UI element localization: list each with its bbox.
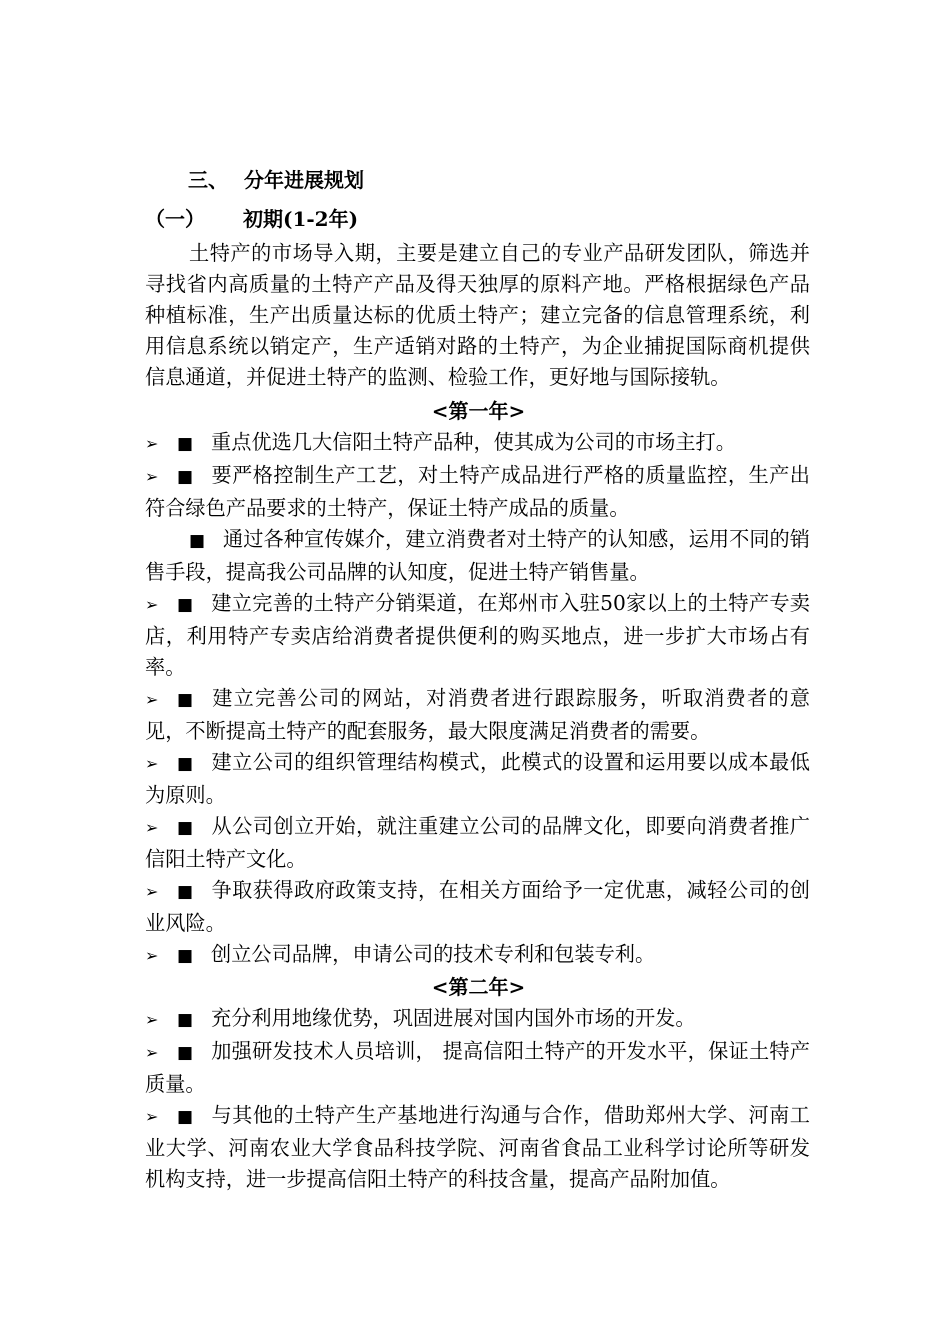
arrow-bullet-icon: ➢ <box>145 434 159 453</box>
square-bullet-icon: ■ <box>177 595 194 615</box>
list-item <box>145 1036 810 1100</box>
list-item-text: 建立完善公司的网站，对消费者进行跟踪服务，听取消费者的意见，不断提高土特产的配套服务，最大限度满足消费者的需要。 <box>145 686 810 743</box>
list-item <box>145 460 810 524</box>
arrow-bullet-icon: ➢ <box>145 946 159 965</box>
list-item <box>145 1100 810 1195</box>
subsection-number: （一） <box>145 207 205 231</box>
list-item-text: 与其他的土特产生产基地进行沟通与合作，借助郑州大学、河南工业大学、河南农业大学食品科技学院、河南省食品工业科学讨论所等研发机构支持，进一步提高信阳土特产的科技含量，提高产品附加值。 <box>145 1103 810 1191</box>
square-bullet-icon: ■ <box>177 467 194 487</box>
year1-list <box>145 427 810 972</box>
arrow-bullet-icon: ➢ <box>145 882 159 901</box>
square-bullet-icon: ■ <box>177 434 194 454</box>
list-item <box>145 524 810 588</box>
list-item <box>145 747 810 811</box>
document-body <box>145 158 810 1195</box>
list-item-text: 从公司创立开始，就注重建立公司的品牌文化，即要向消费者推广信阳土特产文化。 <box>145 814 810 871</box>
arrow-bullet-icon: ➢ <box>145 754 159 773</box>
square-bullet-icon: ■ <box>177 1107 194 1127</box>
square-bullet-icon: ■ <box>177 946 194 966</box>
year1-heading: <第一年> <box>431 399 526 423</box>
section-number: 三、 <box>188 168 228 192</box>
list-item-text: 建立公司的组织管理结构模式，此模式的设置和运用要以成本最低为原则。 <box>145 750 810 807</box>
arrow-bullet-icon: ➢ <box>145 467 159 486</box>
list-item <box>145 683 810 747</box>
list-item <box>145 875 810 939</box>
list-item-text: 建立完善的土特产分销渠道，在郑州市入驻50家以上的土特产专卖店，利用特产专卖店给消费者提供便利的购买地点，进一步扩大市场占有率。 <box>145 591 810 679</box>
section-heading <box>145 158 810 202</box>
list-item-text: 加强研发技术人员培训， 提高信阳土特产的开发水平，保证土特产质量。 <box>145 1039 810 1096</box>
arrow-bullet-icon: ➢ <box>145 818 159 837</box>
section-title: 分年进展规划 <box>244 168 364 192</box>
square-bullet-icon: ■ <box>177 818 194 838</box>
arrow-bullet-icon: ➢ <box>145 1107 159 1126</box>
arrow-bullet-icon: ➢ <box>145 690 159 709</box>
subsection-heading <box>145 202 810 238</box>
square-bullet-icon: ■ <box>177 1010 194 1030</box>
arrow-bullet-icon: ➢ <box>145 1010 159 1029</box>
list-item-text: 创立公司品牌，申请公司的技术专利和包装专利。 <box>211 942 656 966</box>
year2-list <box>145 1003 810 1195</box>
list-item-text: 争取获得政府政策支持，在相关方面给予一定优惠，减轻公司的创业风险。 <box>145 878 810 935</box>
square-bullet-icon: ■ <box>177 754 194 774</box>
list-item <box>145 811 810 875</box>
list-item <box>145 1003 810 1036</box>
year2-heading: <第二年> <box>431 975 526 999</box>
list-item <box>145 427 810 460</box>
list-item-text: 重点优选几大信阳土特产品种，使其成为公司的市场主打。 <box>211 430 736 454</box>
subsection-title: 初期(1-2年) <box>243 207 359 231</box>
square-bullet-icon: ■ <box>177 882 194 902</box>
list-item-text: 通过各种宣传媒介，建立消费者对土特产的认知感，运用不同的销售手段，提高我公司品牌的认知度，促进土特产销售量。 <box>145 527 810 584</box>
square-bullet-icon: ■ <box>177 690 194 710</box>
arrow-bullet-icon: ➢ <box>145 1043 159 1062</box>
list-item-text: 充分利用地缘优势，巩固进展对国内国外市场的开发。 <box>211 1006 696 1030</box>
list-item-text: 要严格控制生产工艺，对土特产成品进行严格的质量监控，生产出符合绿色产品要求的土特产，保证土特产成品的质量。 <box>145 463 810 520</box>
list-item <box>145 939 810 972</box>
square-bullet-icon: ■ <box>189 531 206 551</box>
square-bullet-icon: ■ <box>177 1043 194 1063</box>
intro-paragraph: 土特产的市场导入期，主要是建立自己的专业产品研发团队，筛选并寻找省内高质量的土特产产品及得天独厚的原料产地。严格根据绿色产品种植标准，生产出质量达标的优质土特产；建立完备的信息管理系统，利用信息系统以销定产，生产适销对路的土特产，为企业捕捉国际商机提供信息通道，并促进土特产的监测、检验工作，更好地与国际接轨。 <box>145 241 810 389</box>
list-item <box>145 588 810 683</box>
arrow-bullet-icon: ➢ <box>145 595 159 614</box>
